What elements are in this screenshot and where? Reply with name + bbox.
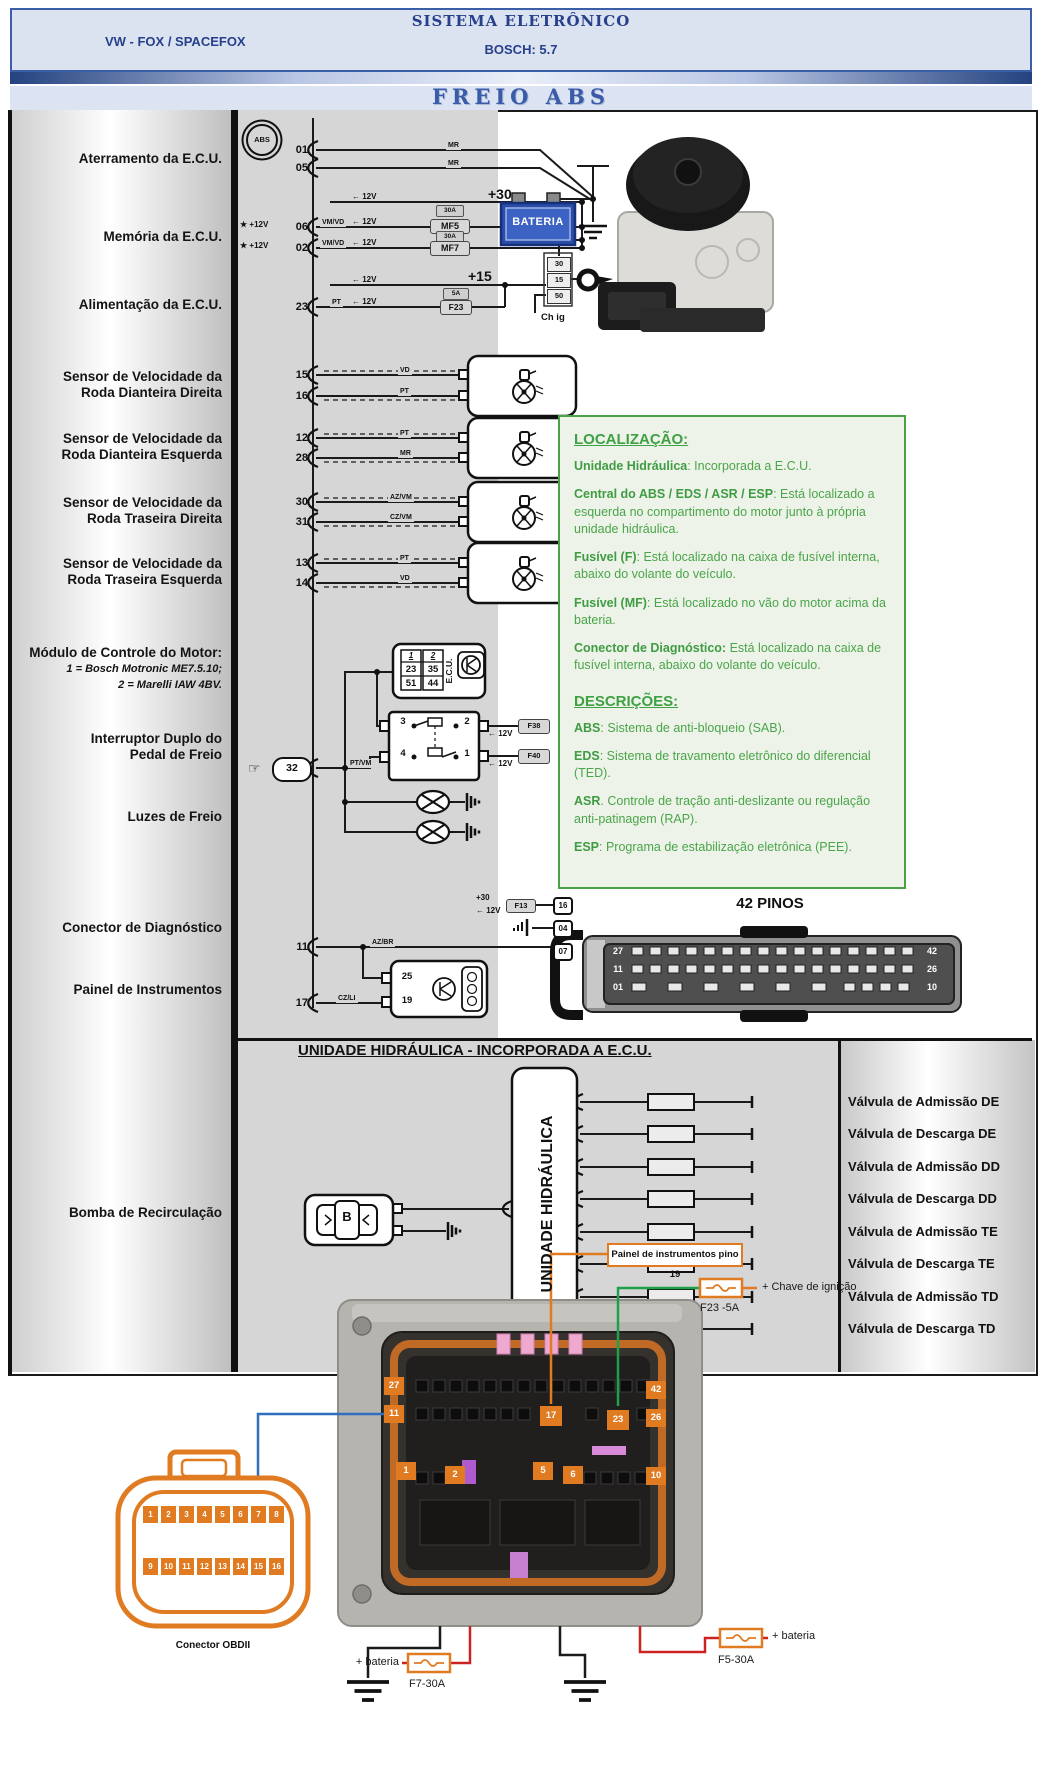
fuse-f23-icon <box>700 1279 742 1297</box>
valve-label: Válvula de Admissão TE <box>848 1224 998 1239</box>
ground-icon <box>347 1682 389 1700</box>
fuse-f13: F13 <box>506 899 536 913</box>
obd-pin: 1 <box>143 1506 158 1523</box>
photo-pin-26: 26 <box>646 1409 666 1427</box>
pin-number: 28 <box>295 452 308 464</box>
connector42-row-label: 10 <box>926 982 937 992</box>
diag-pin-04: 04 <box>553 920 573 938</box>
photo-pin-11: 11 <box>384 1405 404 1423</box>
pin-number: 14 <box>295 577 308 589</box>
wire-label: VM/VD <box>322 240 345 247</box>
info-desc: ASR. Controle de tração anti-deslizante ou regulação anti-patinagem (RAP). <box>574 794 871 826</box>
arrow-12v: ← 12V <box>488 759 513 768</box>
info-desc: EDS: Sistema de travamento eletrônico do diferencial (TED). <box>574 748 871 780</box>
pointing-hand-icon: ☞ <box>248 760 261 776</box>
label-engine-module: Módulo de Controle do Motor: 1 = Bosch Motronic ME7.5.10; 2 = Marelli IAW 4BV. <box>29 645 222 691</box>
callout-panel-pin19: Painel de instrumentos pino 19 <box>607 1243 743 1267</box>
fuse-f38: F38 <box>518 719 550 734</box>
label-recirculation-pump: Bomba de Recirculação <box>68 1205 222 1220</box>
connector42-row-label: 42 <box>926 946 937 956</box>
diag-pin-07: 07 <box>553 943 573 961</box>
obd2-connector <box>118 1452 308 1626</box>
label-ecu-ground: Aterramento da E.C.U. <box>78 151 222 166</box>
plus15-label: +15 <box>468 268 492 284</box>
wire-label: PT <box>400 555 409 562</box>
info-descricoes-title: DESCRIÇÕES: <box>574 692 679 710</box>
valve-label: Válvula de Descarga TE <box>848 1256 995 1271</box>
module-pin: 44 <box>427 678 439 689</box>
label-sensor-front-left: Sensor de Velocidade da Roda Dianteira Esquerda <box>61 431 222 462</box>
switch-pin: 4 <box>400 748 406 759</box>
pin-number: 01 <box>295 144 308 156</box>
obd-pin: 7 <box>251 1506 266 1523</box>
arrow-12v: ← 12V <box>352 238 377 247</box>
fuse-rating: 30A <box>436 231 464 243</box>
label-diag-connector: Conector de Diagnóstico <box>62 920 222 935</box>
pin-number: 13 <box>295 557 308 569</box>
diagnostic-signal-icon <box>514 919 527 936</box>
label-instrument-panel: Painel de Instrumentos <box>73 982 222 997</box>
instrument-panel-box <box>382 961 487 1017</box>
module-col-1: 1 <box>408 651 414 660</box>
abs-unit-photo <box>598 137 773 332</box>
arrow-12v: ← 12V <box>352 217 377 226</box>
pin-number: 06 <box>295 221 308 233</box>
pin-number: 16 <box>295 390 308 402</box>
hydraulic-section-title: UNIDADE HIDRÁULICA - INCORPORADA A E.C.U. <box>298 1042 652 1059</box>
valve-label: Válvula de Descarga TD <box>848 1321 996 1336</box>
obd-pin: 11 <box>179 1558 194 1575</box>
label-brake-lights: Luzes de Freio <box>127 809 222 824</box>
info-item: Fusível (F): Está localizado na caixa de fusível interna, abaixo do volante do veículo. <box>574 550 880 582</box>
obd-pin: 9 <box>143 1558 158 1575</box>
plus30-label: +30 <box>488 186 512 202</box>
chassis-ground-icon <box>467 823 479 841</box>
header-vehicle: VW - FOX / SPACEFOX <box>105 34 246 49</box>
info-item: Conector de Diagnóstico: Está localizado na caixa de fusível interna, abaixo do volante do veículo. <box>574 641 882 673</box>
wire-label: PT <box>332 299 341 306</box>
ecu-vertical-label: E.C.U. <box>444 658 454 684</box>
photo-pin-1: 1 <box>396 1462 416 1480</box>
ignition-pin-15: 15 <box>547 273 571 288</box>
chassis-ground-icon <box>467 793 479 811</box>
fuse-rating: 5A <box>443 288 469 300</box>
header-module-version: BOSCH: 5.7 <box>484 42 558 57</box>
ignition-pin-30: 30 <box>547 257 571 272</box>
photo-pin-5: 5 <box>533 1462 553 1480</box>
brake-light-bulb-icon <box>413 791 453 813</box>
info-item: Unidade Hidráulica: Incorporada a E.C.U. <box>574 459 812 473</box>
obd-pin: 13 <box>215 1558 230 1575</box>
obd-pin: 8 <box>269 1506 284 1523</box>
ecu-connector-photo <box>338 1300 702 1626</box>
ignition-label: Ch ig <box>541 312 565 323</box>
arrow-12v: ← 12V <box>352 275 377 284</box>
fuse-f40: F40 <box>518 749 550 764</box>
wire-label: MR <box>448 160 459 167</box>
connector42-row-label: 01 <box>612 982 623 992</box>
pin-number: 15 <box>295 369 308 381</box>
photo-pin-2: 2 <box>445 1466 465 1484</box>
photo-pin-42: 42 <box>646 1381 666 1399</box>
wire-label: VM/VD <box>322 219 345 226</box>
label-brake-switch: Interruptor Duplo do Pedal de Freio <box>90 731 222 762</box>
panel-pin-25: 25 <box>401 971 413 982</box>
valve-label: Válvula de Admissão DE <box>848 1094 1000 1109</box>
valve-label: Válvula de Admissão DD <box>848 1159 1000 1174</box>
photo-pin-6: 6 <box>563 1466 583 1484</box>
memory-12v-marker: ★ +12V <box>240 220 269 229</box>
connector42-row-label: 27 <box>612 946 623 956</box>
battery-label: BATERIA <box>512 216 564 228</box>
wire-label: VD <box>400 575 410 582</box>
pin-number: 17 <box>295 997 308 1009</box>
label-sensor-rear-right: Sensor de Velocidade da Roda Traseira Direita <box>62 495 222 526</box>
obd-pin: 10 <box>161 1558 176 1575</box>
pin-number: 31 <box>295 516 308 528</box>
abs-badge: ABS <box>246 124 278 156</box>
pin-number: 05 <box>295 162 308 174</box>
fuse-f7-icon <box>408 1654 450 1672</box>
chassis-ground-icon <box>448 1222 460 1240</box>
connector42-row-label: 11 <box>613 964 623 974</box>
hydraulic-unit-vertical-label: UNIDADE HIDRÁULICA <box>539 1115 556 1293</box>
obd-pin: 16 <box>269 1558 284 1575</box>
fuse-f23-label: F23 -5A <box>700 1302 740 1314</box>
pump-symbol: B <box>342 1209 352 1224</box>
pin-32-oval: 32 <box>272 757 312 782</box>
module-pin: 51 <box>405 678 417 689</box>
obd-pin: 14 <box>233 1558 248 1575</box>
wire-label: CZ/LI <box>338 995 356 1002</box>
wire-label: MR <box>448 142 459 149</box>
fuse-f5-icon <box>720 1629 762 1647</box>
switch-pin: 3 <box>400 716 406 727</box>
module-pin: 23 <box>405 664 417 675</box>
pin-number: 30 <box>295 496 308 508</box>
switch-pin: 2 <box>464 716 470 727</box>
label-ecu-memory: Memória da E.C.U. <box>103 229 222 244</box>
pin-number: 02 <box>295 242 308 254</box>
ignition-pin-50: 50 <box>547 289 571 304</box>
obd-pin: 12 <box>197 1558 212 1575</box>
photo-pin-23: 23 <box>607 1410 629 1430</box>
arrow-12v: ← 12V <box>476 906 501 915</box>
fuse-f23: F23 <box>440 300 472 315</box>
obd-pin: 5 <box>215 1506 230 1523</box>
memory-12v-marker: ★ +12V <box>240 241 269 250</box>
valve-label: Válvula de Descarga DE <box>848 1126 997 1141</box>
info-localizacao-title: LOCALIZAÇÃO: <box>574 431 689 448</box>
valve-label: Válvula de Descarga DD <box>848 1191 997 1206</box>
obd2-label: Conector OBDII <box>175 1640 251 1651</box>
info-box <box>558 415 906 889</box>
obd-pin: 15 <box>251 1558 266 1575</box>
battery-plus-label: + bateria <box>355 1656 399 1668</box>
wire-label: AZ/VM <box>390 494 412 501</box>
wire-label: AZ/BR <box>372 939 394 946</box>
fuse-f5-label: F5-30A <box>718 1654 755 1666</box>
pin-number: 12 <box>295 432 308 444</box>
obd-pin: 2 <box>161 1506 176 1523</box>
fuse-mf7: MF7 <box>430 241 470 256</box>
label-sensor-rear-left: Sensor de Velocidade da Roda Traseira Esquerda <box>62 556 222 587</box>
arrow-12v: ← 12V <box>488 729 513 738</box>
label-ecu-supply: Alimentação da E.C.U. <box>78 297 222 312</box>
sensor-wire-dashes <box>324 371 455 587</box>
wire-label: PT <box>400 430 409 437</box>
page-title: FREIO ABS <box>10 86 1032 113</box>
fuse-f7-label: F7-30A <box>409 1678 446 1690</box>
wire-label: PT <box>400 388 409 395</box>
pin-number: 11 <box>296 941 308 953</box>
arrow-12v: ← 12V <box>352 297 377 306</box>
fuse-rating: 30A <box>436 205 464 217</box>
wire-label: MR <box>400 450 411 457</box>
obd-pin: 6 <box>233 1506 248 1523</box>
photo-pin-17: 17 <box>540 1406 562 1426</box>
diag-pin-16: 16 <box>553 897 573 915</box>
photo-pin-27: 27 <box>384 1377 404 1395</box>
obd-pin: 3 <box>179 1506 194 1523</box>
obd-pin: 4 <box>197 1506 212 1523</box>
wire-label: PT/VM <box>350 760 372 767</box>
ground-icon <box>564 1682 606 1700</box>
pin-number: 23 <box>295 301 308 313</box>
label-sensor-front-right: Sensor de Velocidade da Roda Dianteira Direita <box>62 369 222 400</box>
module-pin: 35 <box>427 664 439 675</box>
info-item: Central do ABS / EDS / ASR / ESP: Está localizado a esquerda no compartimento do motor junto à própria unidade hidráulica. <box>574 487 875 536</box>
fuse-f13-plus30: +30 <box>476 893 490 902</box>
fuse-mf5: MF5 <box>430 219 470 234</box>
connector42-row-label: 26 <box>926 964 937 974</box>
switch-pin: 1 <box>464 748 470 759</box>
ignition-key-label: + Chave de ignição <box>762 1281 857 1293</box>
valve-label: Válvula de Admissão TD <box>848 1289 999 1304</box>
info-item: Fusível (MF): Está localizado no vão do motor acima da bateria. <box>574 595 886 627</box>
wire-label: VD <box>400 367 410 374</box>
photo-pin-10: 10 <box>646 1467 666 1485</box>
info-desc: ABS: Sistema de anti-bloqueio (SAB). <box>574 720 786 735</box>
info-desc: ESP: Programa de estabilização eletrônica (PEE). <box>574 839 852 854</box>
connector42-title: 42 PINOS <box>736 895 804 912</box>
arrow-12v: ← 12V <box>352 192 377 201</box>
battery-plus-label: + bateria <box>772 1630 816 1642</box>
panel-pin-19: 19 <box>401 995 413 1006</box>
wire-label: CZ/VM <box>390 514 412 521</box>
brake-light-bulb-icon <box>413 821 453 843</box>
header-system-title: SISTEMA ELETRÔNICO <box>411 12 631 30</box>
module-col-2: 2 <box>430 651 436 660</box>
